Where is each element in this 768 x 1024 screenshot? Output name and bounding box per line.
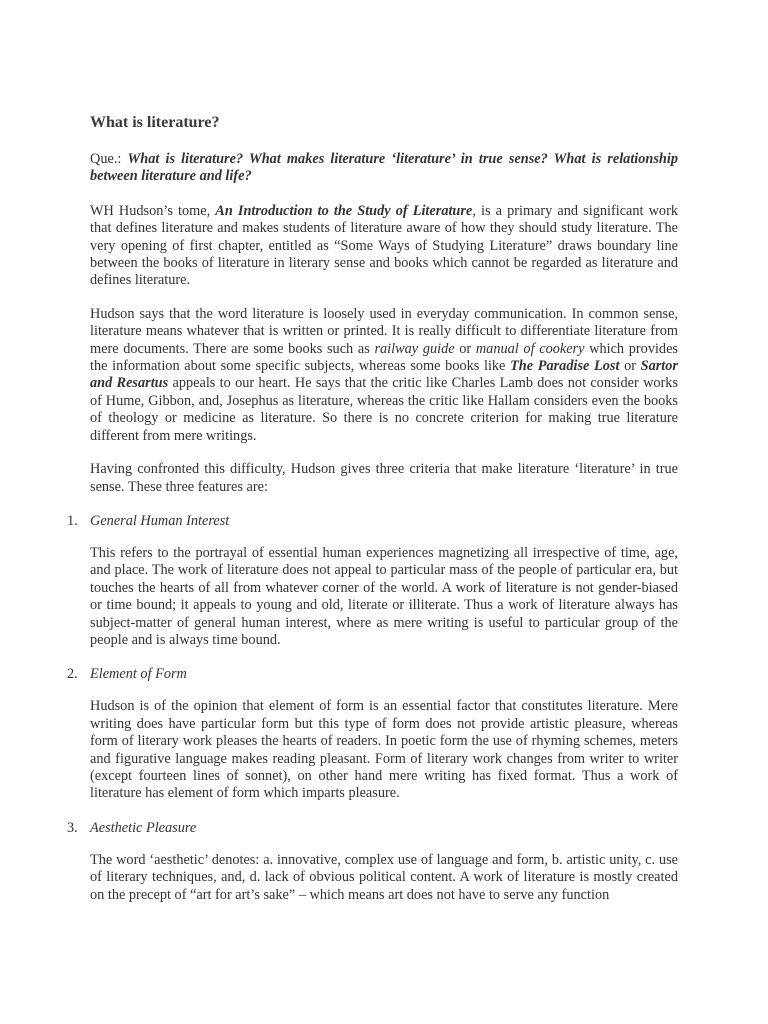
page-title: What is literature?: [90, 114, 220, 131]
intro-text-1: WH Hudson’s tome,: [90, 202, 216, 219]
section-heading-2: [67, 665, 678, 683]
book-title: An Introduction to the Study of Literature: [215, 202, 473, 219]
section-number: 3.: [67, 819, 78, 836]
section-title: Aesthetic Pleasure: [90, 819, 197, 836]
hudson-text-2: or: [454, 340, 476, 357]
section-body-3: The word ‘aesthetic’ denotes: a. innovative, complex use of language and form, b. artistic unity, c. use of literary techniques, and, d. lack of obvious political content. A work of literature is mostly created on the precept of “art for art’s sake” – which means art does not have to serve any function: [90, 851, 678, 903]
intro-paragraph: [90, 203, 678, 290]
railway-guide-text: railway guide: [374, 340, 455, 357]
section-body-2: Hudson is of the opinion that element of form is an essential factor that constitutes literature. Mere writing does have particular form but this type of form does not provide artistic pleasure, whereas form of literary work pleases the hearts of readers. In poetic form the use of rhyming schemes, meters and figurative language makes reading pleasant. Form of literary work changes from writer to writer (except fourteen lines of sonnet), on other hand mere writing has fixed format. Thus a work of literature has element of form which imparts pleasure.: [90, 698, 678, 802]
section-body-1: This refers to the portrayal of essential human experiences magnetizing all irrespective of time, age, and place. The work of literature does not appeal to particular mass of the people of particular era, but touches the hearts of all from whatever corner of the world. A work of literature is not gender-biased or time bound; it appeals to young and old, literate or illiterate. Thus a work of literature always has subject-matter of general human interest, where as mere writing is useful to particular group of the people and is always time bound.: [90, 544, 678, 648]
section-heading-1: [67, 512, 678, 530]
question-paragraph: [90, 151, 678, 186]
document-content: [67, 112, 679, 920]
hudson-text-5: appeals to our heart. He says that the critic like Charles Lamb does not consider works of Hume, Gibbon, and, Josephus as literature, whereas the critic like Hallam considers even the books of theology or medicine as literature. So there is no concrete criterion for making true literature different from mere writings.: [90, 375, 679, 444]
intro-text-2: , is a primary and significant work that defines literature and makes students of literature aware of how they should study literature. The very opening of first chapter, entitled as “Some Ways of Studying Literature” draws boundary line between the books of literature in literary sense and books which cannot be regarded as literature and defines literature.: [90, 202, 678, 289]
section-number: 1.: [67, 512, 78, 529]
manual-of-cookery-text: manual of cookery: [475, 340, 585, 357]
hudson-text-3: which provides the information about some specific subjects, whereas some books like: [90, 340, 678, 375]
section-title: General Human Interest: [90, 512, 230, 529]
paradise-lost-title: The Paradise Lost: [510, 358, 620, 375]
section-title: Element of Form: [90, 666, 187, 683]
question-prefix: Que.:: [90, 151, 128, 167]
question-text: What is literature? What makes literature ‘literature’ in true sense? What is relationship between literature and life?: [90, 151, 678, 185]
sartor-resartus-title: Sartor and Resartus: [90, 358, 678, 392]
hudson-paragraph: [90, 306, 678, 445]
section-heading-3: [67, 819, 678, 837]
criteria-paragraph: Having confronted this difficulty, Hudson gives three criteria that make literature ‘literature’ in true sense. These three features are:: [90, 461, 678, 495]
section-number: 2.: [67, 666, 78, 683]
hudson-text-4: or: [619, 358, 641, 375]
hudson-text-1: Hudson says that the word literature is loosely used in everyday communication. In common sense, literature means whatever that is written or printed. It is really difficult to differentiate literature from mere documents. There are some books such as: [90, 305, 678, 357]
